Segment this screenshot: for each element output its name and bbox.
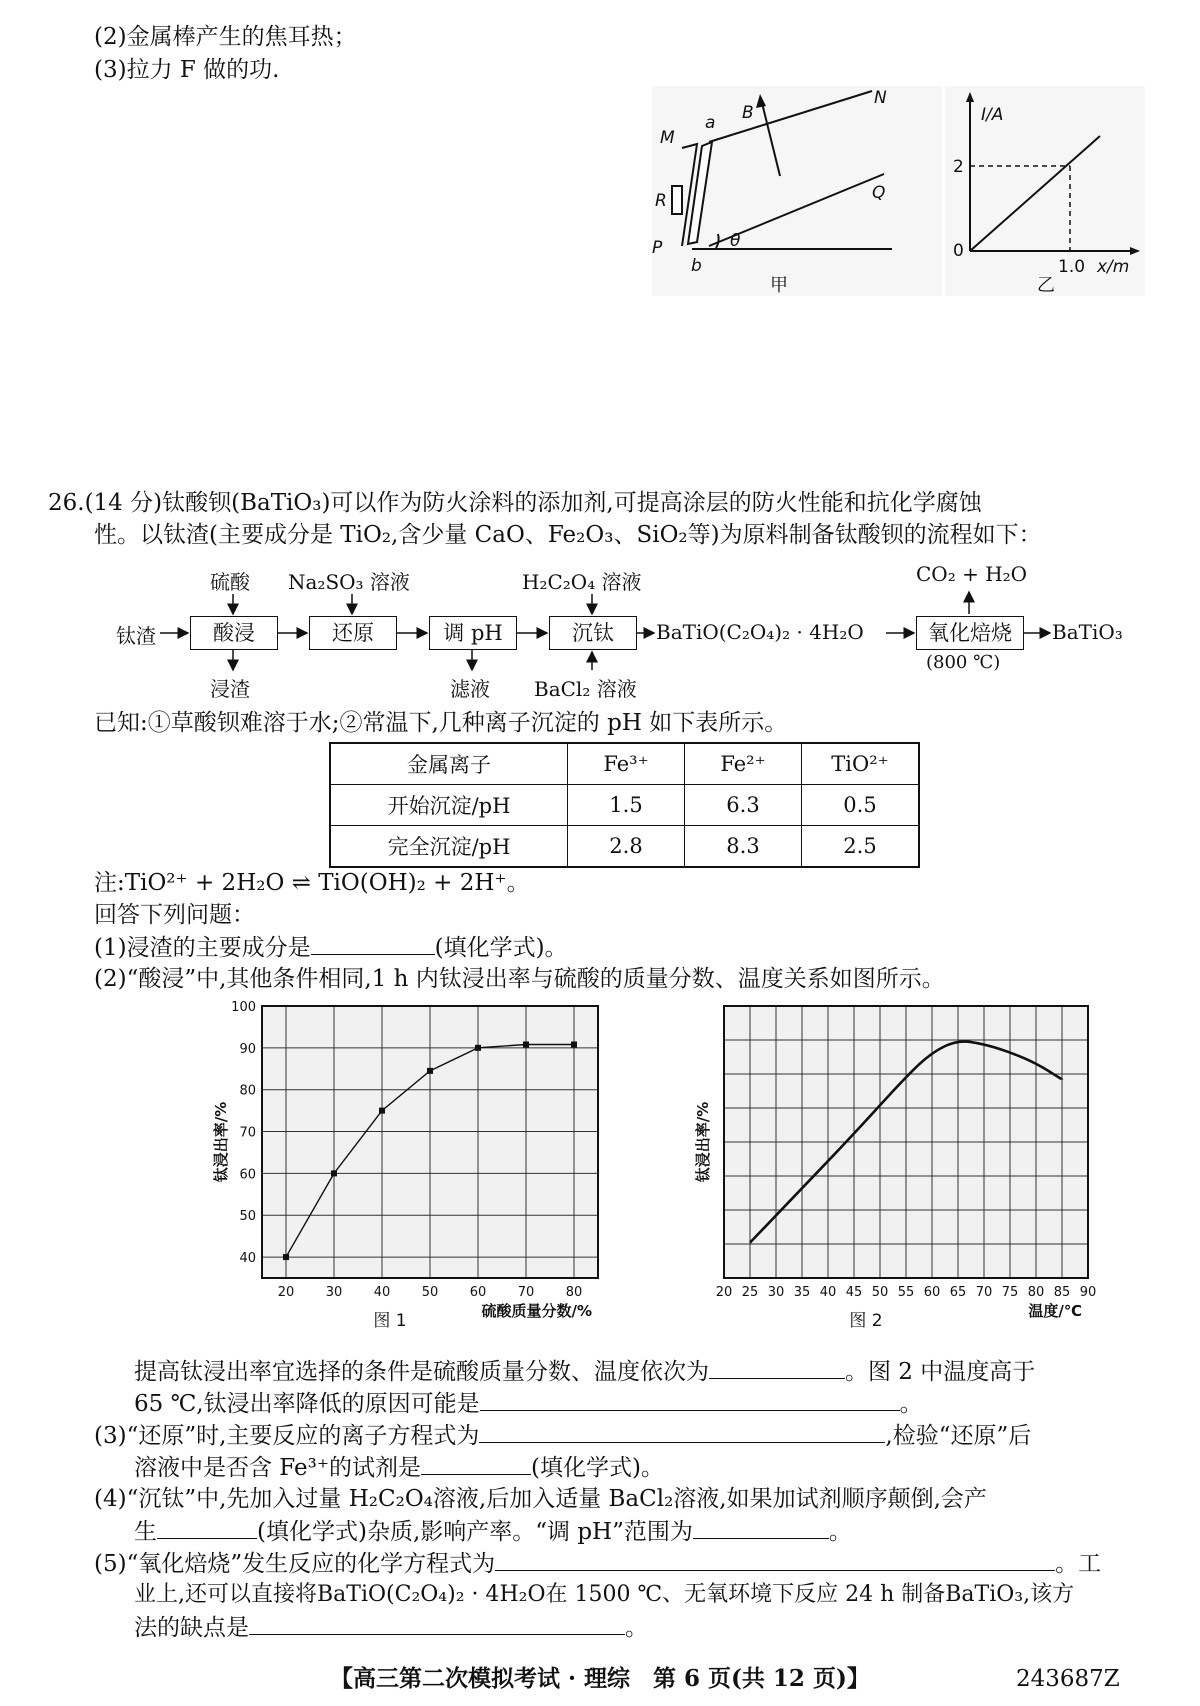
table-cell: 完全沉淀/pH <box>330 826 568 868</box>
table-cell: 开始沉淀/pH <box>330 785 568 826</box>
chart-figure-1 <box>210 998 610 1330</box>
x-tick-label: 30 <box>325 1285 343 1300</box>
label-b: b <box>691 256 702 276</box>
flow-step5-box: 氧化焙烧 <box>916 616 1024 650</box>
x-tick-label: 20 <box>715 1285 733 1300</box>
label-Q: Q <box>872 183 886 203</box>
label-B: B <box>742 103 754 123</box>
table-header: Fe³⁺ <box>568 743 685 785</box>
x-tick-label: 85 <box>1053 1285 1071 1300</box>
part-3-cont-tail: (填化学式)。 <box>530 1455 664 1481</box>
answer-blank[interactable] <box>157 1516 257 1539</box>
x-tick-label: 40 <box>373 1285 391 1300</box>
x-tick-label: 60 <box>923 1285 941 1300</box>
data-point <box>331 1170 337 1176</box>
part-3-tail: ,检验“还原”后 <box>885 1423 1032 1449</box>
chart-figure-2 <box>694 998 1100 1331</box>
part-1-text: (1)浸渣的主要成分是 <box>94 935 311 961</box>
table-row <box>330 785 919 826</box>
flow-step3-output: 滤液 <box>450 677 490 701</box>
part-2-cont-1 <box>134 1356 1035 1387</box>
y-tick-label: 100 <box>231 1000 256 1015</box>
part-5-cont-2-tail: 。 <box>625 1615 648 1641</box>
part-5-cont-2 <box>134 1612 648 1643</box>
tick-x1: 1.0 <box>1058 257 1086 277</box>
footer: 【高三第二次模拟考试 · 理综 第 6 页(共 12 页)】 <box>330 1665 870 1692</box>
data-point <box>475 1045 481 1051</box>
table-header-row <box>330 743 919 785</box>
note-text: 注:TiO²⁺ + 2H₂O ⇌ TiO(OH)₂ + 2H⁺。 <box>94 870 530 896</box>
x-tick-label: 35 <box>793 1285 811 1300</box>
flow-step4-input-bottom: BaCl₂ 溶液 <box>534 677 637 701</box>
footer-code: 243687Z <box>1016 1666 1120 1692</box>
part-4-cont-tail: 。 <box>828 1519 852 1545</box>
x-tick-label: 60 <box>469 1285 487 1300</box>
x-tick-label: 30 <box>767 1285 785 1300</box>
tick-origin: 0 <box>953 241 964 261</box>
y-tick-label: 60 <box>239 1167 256 1183</box>
figure-caption: 图 1 <box>373 1311 407 1331</box>
data-point <box>571 1041 577 1047</box>
part-5-text: (5)“氧化焙烧”发生反应的化学方程式为 <box>94 1551 496 1577</box>
q26-line1: 26.(14 分)钛酸钡(BaTiO₃)可以作为防火涂料的添加剂,可提高涂层的防火性能和抗化学腐蚀 <box>48 490 982 516</box>
part-2-cont-1-tail: 。图 2 中温度高于 <box>845 1359 1036 1385</box>
answer-intro: 回答下列问题： <box>94 902 255 928</box>
part-3-cont-text: 溶液中是否含 Fe³⁺的试剂是 <box>134 1455 421 1481</box>
answer-blank[interactable] <box>479 1420 885 1443</box>
table-header: 金属离子 <box>330 743 568 785</box>
data-point <box>283 1254 289 1260</box>
known-text: 已知:①草酸钡难溶于水;②常温下,几种离子沉淀的 pH 如下表所示。 <box>94 710 788 736</box>
flow-step1-box: 酸浸 <box>190 616 278 650</box>
table-cell: 1.5 <box>568 785 685 826</box>
data-point <box>427 1068 433 1074</box>
label-a: a <box>705 113 716 133</box>
x-tick-label: 40 <box>819 1285 837 1300</box>
answer-blank[interactable] <box>480 1388 900 1411</box>
flow-step3-box: 调 pH <box>429 616 517 650</box>
part-3 <box>94 1420 1031 1451</box>
ion-ph-table <box>329 742 920 868</box>
x-tick-label: 65 <box>949 1285 967 1300</box>
y-tick-label: 50 <box>239 1209 256 1225</box>
caption-jia: 甲 <box>770 275 788 296</box>
label-R: R <box>655 191 667 211</box>
data-point <box>379 1108 385 1114</box>
y-tick-label: 70 <box>239 1125 256 1141</box>
question-2: (2)金属棒产生的焦耳热； <box>94 24 357 50</box>
x-tick-label: 25 <box>741 1285 759 1300</box>
part-2: (2)“酸浸”中,其他条件相同,1 h 内钛浸出率与硫酸的质量分数、温度关系如图所示。 <box>94 966 945 992</box>
x-tick-label: 80 <box>565 1285 583 1300</box>
part-4-cont <box>134 1516 852 1547</box>
part-1 <box>94 932 568 963</box>
figure-caption: 图 2 <box>849 1311 883 1331</box>
x-tick-label: 70 <box>517 1285 535 1300</box>
answer-blank[interactable] <box>421 1452 531 1475</box>
x-tick-label: 45 <box>845 1285 863 1300</box>
table-header: Fe²⁺ <box>685 743 802 785</box>
flow-step4-input-top: H₂C₂O₄ 溶液 <box>522 570 642 594</box>
part-3-text: (3)“还原”时,主要反应的离子方程式为 <box>94 1423 480 1449</box>
y-tick-label: 40 <box>239 1251 256 1267</box>
x-tick-label: 80 <box>1027 1285 1045 1300</box>
part-2-cont-2-text: 65 ℃,钛浸出率降低的原因可能是 <box>134 1391 480 1417</box>
flow-step4-box: 沉钛 <box>549 616 637 650</box>
part-5-tail: 。工 <box>1055 1551 1102 1577</box>
label-N: N <box>874 88 887 108</box>
y-label: I/A <box>981 105 1004 125</box>
part-4: (4)“沉钛”中,先加入过量 H₂C₂O₄溶液,后加入适量 BaCl₂溶液,如果加试剂顺序颠倒,会产 <box>94 1486 987 1512</box>
answer-blank[interactable] <box>249 1612 625 1635</box>
flow-step5-condition: (800 ℃) <box>926 652 1001 673</box>
part-3-cont <box>134 1452 664 1483</box>
part-5 <box>94 1548 1101 1579</box>
flow-product: BaTiO₃ <box>1052 620 1123 644</box>
y-axis-label: 钛浸出率/% <box>694 1101 712 1183</box>
table-cell: 8.3 <box>685 826 802 868</box>
table-header: TiO²⁺ <box>802 743 920 785</box>
data-point <box>523 1041 529 1047</box>
table-row <box>330 826 919 868</box>
x-tick-label: 20 <box>277 1285 295 1300</box>
table-cell: 6.3 <box>685 785 802 826</box>
part-4-cont-text: 生 <box>134 1519 157 1545</box>
part-1-tail: (填化学式)。 <box>434 935 568 961</box>
flow-step2-input: Na₂SO₃ 溶液 <box>288 570 410 594</box>
label-M: M <box>660 128 675 148</box>
y-tick-label: 90 <box>239 1041 256 1057</box>
answer-blank[interactable] <box>311 932 435 955</box>
flow-step2-box: 还原 <box>309 616 397 650</box>
x-tick-label: 70 <box>975 1285 993 1300</box>
q26-line2: 性。以钛渣(主要成分是 TiO₂,含少量 CaO、Fe₂O₃、SiO₂等)为原料制备钛酸钡的流程如下： <box>94 522 1042 548</box>
x-tick-label: 50 <box>871 1285 889 1300</box>
part-5-cont-2-text: 法的缺点是 <box>134 1615 249 1641</box>
label-P: P <box>652 238 663 258</box>
table-cell: 2.5 <box>802 826 920 868</box>
caption-yi: 乙 <box>1037 275 1055 296</box>
flow-step1-input: 硫酸 <box>210 570 250 594</box>
flow-start: 钛渣 <box>116 624 156 648</box>
part-2-cont-2-tail: 。 <box>899 1391 923 1417</box>
x-tick-label: 50 <box>421 1285 439 1300</box>
tick-y2: 2 <box>953 157 964 177</box>
part-2-cont-1-text: 提高钛浸出率宜选择的条件是硫酸质量分数、温度依次为 <box>134 1359 709 1385</box>
x-tick-label: 55 <box>897 1285 915 1300</box>
x-axis-label: 硫酸质量分数/% <box>481 1302 592 1320</box>
y-axis-label: 钛浸出率/% <box>212 1101 230 1183</box>
answer-blank[interactable] <box>709 1356 845 1379</box>
question-3: (3)拉力 F 做的功. <box>94 57 280 83</box>
table-cell: 2.8 <box>568 826 685 868</box>
x-tick-label: 90 <box>1079 1285 1097 1300</box>
answer-blank[interactable] <box>693 1516 829 1539</box>
answer-blank[interactable] <box>495 1548 1055 1571</box>
flow-intermediate: BaTiO(C₂O₄)₂ · 4H₂O <box>656 620 864 644</box>
x-axis-label: 温度/℃ <box>1028 1302 1082 1320</box>
x-label: x/m <box>1097 257 1130 277</box>
table-cell: 0.5 <box>802 785 920 826</box>
part-4-cont-mid: (填化学式)杂质,影响产率。“调 pH”范围为 <box>257 1519 693 1545</box>
flow-arrows <box>0 0 1200 720</box>
flow-step1-output: 浸渣 <box>210 677 250 701</box>
x-tick-label: 75 <box>1001 1285 1019 1300</box>
flow-step5-output: CO₂ + H₂O <box>916 562 1028 586</box>
part-5-cont: 业上,还可以直接将BaTiO(C₂O₄)₂ · 4H₂O在 1500 ℃、无氧环境下反应 24 h 制备BaTiO₃,该方 <box>134 1582 1075 1607</box>
label-theta: θ <box>730 231 741 251</box>
y-tick-label: 80 <box>239 1083 256 1099</box>
part-2-cont-2 <box>134 1388 923 1419</box>
